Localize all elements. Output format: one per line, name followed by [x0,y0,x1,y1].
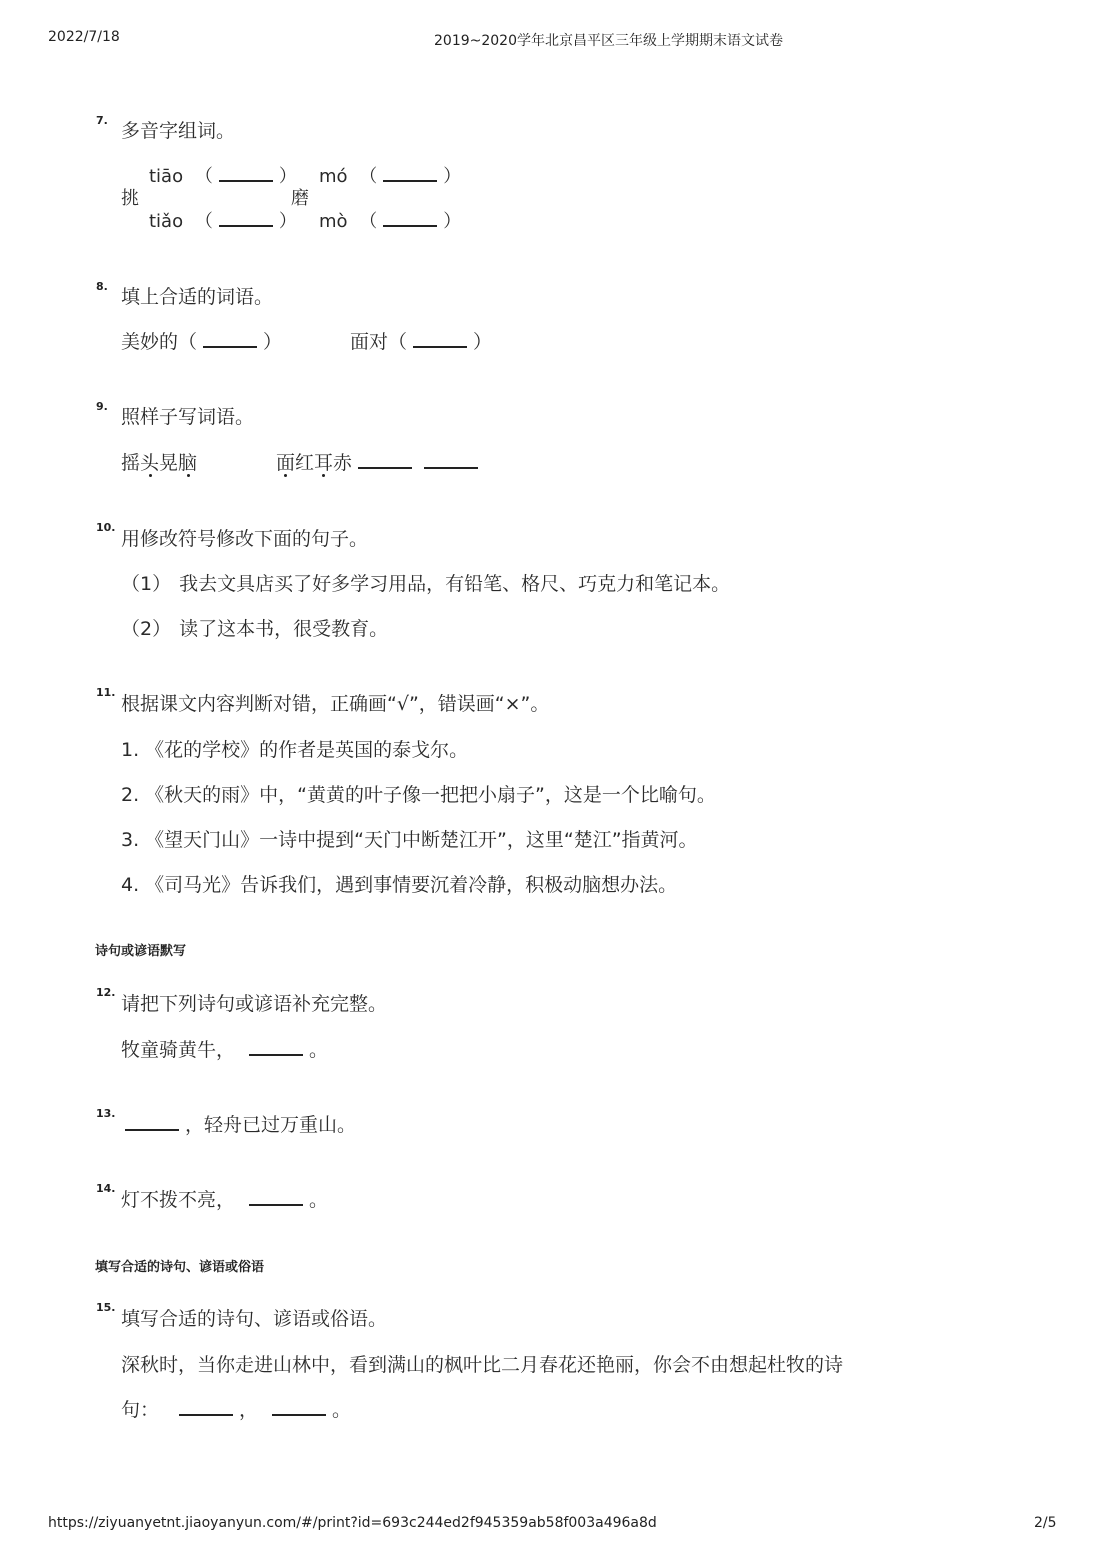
emphasis-dot [284,474,287,477]
question-number: 9. [96,400,108,413]
question-number: 13. [96,1107,116,1120]
judge-item: 4. 《司马光》告诉我们，遇到事情要沉着冷静，积极动脑想办法。 [121,874,678,896]
answer-blank[interactable] [179,1395,233,1416]
pinyin-tiao3-row: tiǎo （ ） [149,206,297,233]
sentence-item: （2） 读了这本书，很受教育。 [121,618,389,640]
answer-blank[interactable] [383,206,437,227]
question-prompt: 照样子写词语。 [121,406,255,428]
pinyin: tiǎo [149,211,184,232]
polyphone-char: 磨 [291,188,309,209]
emphasis-dot [322,474,325,477]
emphasis-dot [149,474,152,477]
fill-item: 面红耳赤 [276,448,484,475]
paragraph-line: 深秋时，当你走进山林中，看到满山的枫叶比二月春花还艳丽，你会不由想起杜牧的诗 [121,1354,844,1376]
question-number: 14. [96,1182,116,1195]
judge-item: 2. 《秋天的雨》中，“黄黄的叶子像一把把小扇子”，这是一个比喻句。 [121,784,716,806]
question-prompt: 多音字组词。 [121,120,236,142]
section-heading: 诗句或谚语默写 [95,944,187,959]
example-word: 摇头晃脑 [121,452,198,474]
fill-item: 句： ， 。 [121,1395,351,1422]
judge-item: 3. 《望天门山》一诗中提到“天门中断楚江开”，这里“楚江”指黄河。 [121,829,698,851]
question-number: 8. [96,280,108,293]
page-url: https://ziyuanyetnt.jiaoyanyun.com/#/print?id=693c244ed2f945359ab58f003a496a8d [48,1515,657,1531]
question-prompt: 请把下列诗句或谚语补充完整。 [121,993,388,1015]
judge-item: 1. 《花的学校》的作者是英国的泰戈尔。 [121,739,469,761]
answer-blank[interactable] [424,448,478,469]
pinyin-mo4-row: mò （ ） [319,206,461,233]
question-number: 7. [96,114,108,127]
question-number: 11. [96,686,116,699]
section-heading: 填写合适的诗句、谚语或俗语 [95,1260,265,1275]
question-number: 12. [96,986,116,999]
answer-blank[interactable] [249,1185,303,1206]
answer-blank[interactable] [383,161,437,182]
answer-blank[interactable] [413,327,467,348]
pinyin: mó [319,166,348,187]
fill-item: 牧童骑黄牛， 。 [121,1035,328,1062]
pinyin-tiao1-row: tiāo （ ） [149,161,297,188]
answer-blank[interactable] [219,206,273,227]
answer-blank[interactable] [272,1395,326,1416]
print-date: 2022/7/18 [48,29,120,45]
pinyin: mò [319,211,348,232]
page-number: 2/5 [1034,1515,1057,1531]
pinyin-mo2-row: mó （ ） [319,161,461,188]
answer-blank[interactable] [203,327,257,348]
answer-blank[interactable] [358,448,412,469]
answer-blank[interactable] [125,1110,179,1131]
answer-blank[interactable] [249,1035,303,1056]
document-title: 2019~2020学年北京昌平区三年级上学期期末语文试卷 [434,33,783,49]
question-prompt: 根据课文内容判断对错，正确画“√”，错误画“×”。 [121,693,550,715]
question-prompt: 填写合适的诗句、谚语或俗语。 [121,1308,388,1330]
fill-item: 面对（ ） [350,327,492,354]
sentence-item: （1） 我去文具店买了好多学习用品，有铅笔、格尺、巧克力和笔记本。 [121,573,731,595]
fill-item: ，轻舟已过万重山。 [121,1110,356,1137]
emphasis-dot [187,474,190,477]
polyphone-char: 挑 [121,188,139,209]
fill-item: 灯不拨不亮， 。 [121,1185,328,1212]
question-number: 15. [96,1301,116,1314]
question-number: 10. [96,521,116,534]
question-prompt: 填上合适的词语。 [121,286,274,308]
fill-item: 美妙的（ ） [121,327,282,354]
pinyin: tiāo [149,166,184,187]
question-prompt: 用修改符号修改下面的句子。 [121,528,369,550]
answer-blank[interactable] [219,161,273,182]
